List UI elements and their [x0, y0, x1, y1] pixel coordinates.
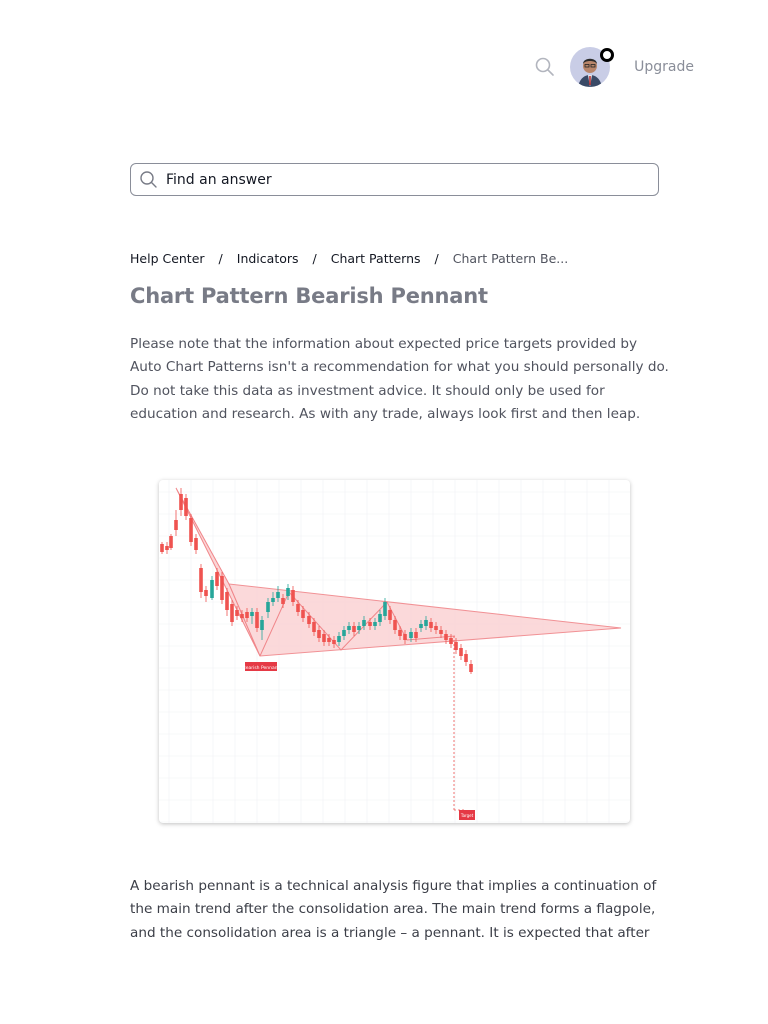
- candle-body: [266, 602, 270, 612]
- candle-body: [337, 636, 341, 642]
- article-title: Chart Pattern Bearish Pennant: [130, 284, 488, 308]
- candle-body: [230, 604, 234, 622]
- candle-body: [255, 612, 259, 628]
- candle-body: [301, 610, 305, 618]
- pattern-label: Bearish Pennant: [242, 665, 280, 671]
- candle-body: [434, 626, 438, 630]
- candle-body: [210, 580, 214, 598]
- breadcrumb-current: Chart Pattern Be...: [452, 251, 569, 266]
- candle-body: [419, 624, 423, 628]
- candle-body: [260, 620, 264, 630]
- candle-body: [220, 576, 224, 600]
- candle-body: [362, 620, 366, 626]
- candle-body: [398, 630, 402, 636]
- candle-body: [459, 648, 463, 656]
- candle-body: [347, 626, 351, 630]
- search-icon: [139, 170, 158, 189]
- breadcrumb-indicators[interactable]: Indicators: [236, 251, 299, 266]
- candle-body: [414, 632, 418, 638]
- candle-body: [271, 598, 275, 602]
- candle-body: [449, 638, 453, 644]
- search-field[interactable]: [130, 163, 659, 196]
- candle-body: [291, 590, 295, 602]
- candle-body: [179, 494, 183, 510]
- candle-body: [204, 590, 208, 596]
- upgrade-link[interactable]: Upgrade: [634, 59, 694, 75]
- candle-body: [454, 642, 458, 650]
- candle-body: [327, 638, 331, 642]
- candle-body: [235, 610, 239, 616]
- candle-body: [194, 538, 198, 550]
- candle-body: [403, 634, 407, 640]
- candle-body: [215, 572, 219, 586]
- candle-body: [160, 544, 164, 552]
- breadcrumb-help-center[interactable]: Help Center: [130, 251, 205, 266]
- candle-body: [393, 620, 397, 630]
- candle-body: [189, 518, 193, 542]
- top-bar: [534, 44, 694, 90]
- body-paragraph: A bearish pennant is a technical analysis figure that implies a continuation of the main trend after the consolidation area. The main trend forms a flagpole, and the consolidation area is a triangle – a pennant. It is expected that after: [130, 878, 657, 941]
- breadcrumb-chart-patterns[interactable]: Chart Patterns: [330, 251, 421, 266]
- candle-body: [388, 610, 392, 620]
- candle-body: [199, 568, 203, 592]
- candle-body: [469, 664, 473, 672]
- pattern-illustration: [159, 480, 630, 823]
- candle-body: [276, 592, 280, 598]
- candle-body: [373, 622, 377, 626]
- candle-body: [165, 546, 169, 550]
- candle-body: [184, 498, 188, 516]
- candle-body: [307, 616, 311, 624]
- candle-body: [383, 602, 387, 616]
- candle-body: [250, 612, 254, 616]
- candle-body: [429, 622, 433, 628]
- candle-body: [464, 654, 468, 662]
- candle-body: [286, 588, 290, 596]
- search-icon[interactable]: [534, 56, 556, 78]
- candle-body: [240, 614, 244, 618]
- bearish-pennant-chart-image: [159, 480, 630, 823]
- candle-body: [169, 536, 173, 548]
- candle-body: [332, 640, 336, 644]
- breadcrumb-separator: /: [434, 251, 439, 266]
- candle-body: [281, 598, 285, 604]
- breadcrumb: [130, 251, 568, 266]
- breadcrumb-separator: /: [218, 251, 223, 266]
- search-input[interactable]: [166, 172, 636, 188]
- candle-body: [439, 630, 443, 634]
- candle-body: [368, 622, 372, 626]
- candle-body: [342, 630, 346, 636]
- candle-body: [174, 520, 178, 530]
- candle-body: [312, 622, 316, 632]
- candle-body: [424, 620, 428, 626]
- target-label: Target: [460, 813, 474, 818]
- candle-body: [352, 626, 356, 632]
- disclaimer-paragraph: Please note that the information about expected price targets provided by Auto Chart Patterns isn't a recommendation for what you should personally do. Do not take this data as investment advice. It should only be used for education and research. As with any trade, always look first and then leap.: [130, 336, 669, 422]
- notification-ring-icon: [600, 48, 614, 62]
- candle-body: [409, 632, 413, 638]
- candle-body: [225, 592, 229, 610]
- candle-body: [378, 614, 382, 622]
- candle-body: [357, 626, 361, 630]
- candle-body: [245, 612, 249, 618]
- breadcrumb-separator: /: [312, 251, 317, 266]
- user-avatar[interactable]: [570, 47, 610, 87]
- candle-body: [317, 630, 321, 638]
- candle-body: [296, 604, 300, 612]
- candle-body: [322, 634, 326, 642]
- candle-body: [444, 634, 448, 640]
- chart-grid: [159, 480, 630, 823]
